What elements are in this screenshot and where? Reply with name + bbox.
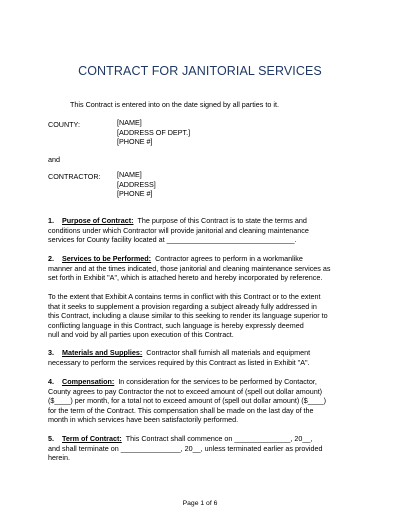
section-services <box>48 254 352 283</box>
contractor-block <box>117 170 156 199</box>
section-line: herein. <box>48 453 70 463</box>
section-heading: Materials and Supplies: <box>62 348 143 357</box>
section-line: This Contract shall commence on ______________, 20__, <box>125 434 313 443</box>
section-line: set forth in Exhibit "A", which is attached hereto and hereby incorporated by reference. <box>48 273 323 283</box>
section-line: Contractor agrees to perform in a workmanlike <box>155 254 303 263</box>
county-phone: [PHONE #] <box>117 137 153 147</box>
contractor-address: [ADDRESS] <box>117 179 156 189</box>
and-text: and <box>48 155 60 164</box>
page-number: Page 1 of 6 <box>182 500 218 507</box>
section-number: 3. <box>48 348 54 357</box>
section-line: this Contract, including a clause similar to this seeking to render its language superior to <box>48 311 328 321</box>
section-line: month in which services have been satisfactorily performed. <box>48 415 239 425</box>
section-line: Contractor shall furnish all materials and equipment <box>146 348 311 357</box>
section-heading: Purpose of Contract: <box>62 216 134 225</box>
section-line: manner and at the times indicated, those janitorial and cleaning maintenance services as <box>48 263 331 273</box>
section-heading: Compensation: <box>62 377 115 386</box>
section-heading: Services to be Performed: <box>62 254 152 263</box>
section-line: To the extent that Exhibit A contains terms in conflict with this Contract or to the extent <box>48 292 321 301</box>
section-compensation <box>48 377 352 425</box>
section-line: County agrees to pay Contractor the not to exceed amount of (spell out dollar amount) <box>48 386 323 396</box>
section-line: In consideration for the services to be performed by Contactor, <box>118 377 317 386</box>
contractor-name: [NAME] <box>117 170 142 179</box>
section-purpose <box>48 216 352 245</box>
contractor-label: CONTRACTOR: <box>48 172 101 181</box>
section-line: conditions under which Contractor will provide janitorial and cleaning maintenance <box>48 225 309 235</box>
section-number: 2. <box>48 254 54 263</box>
county-label: COUNTY: <box>48 120 80 129</box>
section-materials <box>48 348 352 367</box>
section-number: 1. <box>48 216 54 225</box>
section-line: and shall terminate on _______________, 20__, unless terminated earlier as provided <box>48 443 323 453</box>
section-line: conflicting language in this Contract, such language is hereby expressly deemed <box>48 320 304 330</box>
section-term <box>48 434 352 463</box>
county-name: [NAME] <box>117 118 142 127</box>
section-line: The purpose of this Contract is to state the terms and <box>137 216 307 225</box>
county-block <box>117 118 190 147</box>
document-title: CONTRACT FOR JANITORIAL SERVICES <box>78 64 322 78</box>
section-line: that it seeks to supplement a provision regarding a subject already fully addressed in <box>48 301 317 311</box>
section-line: ($____) per month, for a total not to exceed amount of (spell out dollar amount) ($____) <box>48 396 327 406</box>
contractor-phone: [PHONE #] <box>117 189 153 199</box>
section-line: services for County facility located at ________________________________. <box>48 235 297 245</box>
intro-text: This Contract is entered into on the date signed by all parties to it. <box>70 100 279 109</box>
section-number: 5. <box>48 434 54 443</box>
exhibit-conflict-paragraph <box>48 292 352 340</box>
section-line: null and void by all parties upon execution of this Contract. <box>48 330 234 340</box>
section-heading: Term of Contract: <box>62 434 122 443</box>
section-number: 4. <box>48 377 54 386</box>
county-address: [ADDRESS OF DEPT.] <box>117 127 191 137</box>
section-line: for the term of the Contract. This compensation shall be made on the last day of the <box>48 405 314 415</box>
section-line: necessary to perform the services required by this Contract as listed in Exhibit "A". <box>48 357 310 367</box>
